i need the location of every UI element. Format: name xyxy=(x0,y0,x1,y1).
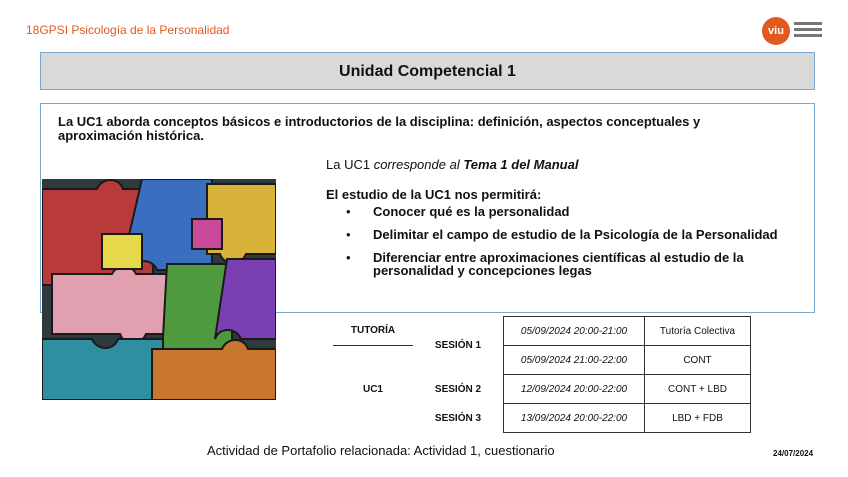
section-banner: Unidad Competencial 1 xyxy=(40,52,815,90)
study-heading: El estudio de la UC1 nos permitirá: xyxy=(326,187,542,202)
sesion-3-label: SESIÓN 3 xyxy=(434,412,482,424)
sesion-1-label: SESIÓN 1 xyxy=(434,340,482,351)
session-activity: LBD + FDB xyxy=(645,404,751,433)
objective-item: • Conocer qué es la personalidad xyxy=(346,204,570,219)
intro-text: La UC1 aborda conceptos básicos e introductorios de la disciplina: definición, aspectos conceptuales y aproximación histórica. xyxy=(58,114,701,143)
sesion-2-label: SESIÓN 2 xyxy=(434,383,482,395)
puzzle-image xyxy=(42,179,276,400)
session-date: 05/09/2024 20:00-21:00 xyxy=(504,317,645,346)
session-date: 13/09/2024 20:00-22:00 xyxy=(504,404,645,433)
objectives-list xyxy=(326,205,786,287)
manual-correspondence xyxy=(326,157,578,172)
correspondence-prefix: La UC1 xyxy=(326,157,374,172)
logo-mark: viu xyxy=(762,17,790,45)
course-title: 18GPSI Psicología de la Personalidad xyxy=(26,23,230,37)
session-activity: Tutoría Colectiva xyxy=(645,317,751,346)
correspondence-italic: corresponde al xyxy=(373,157,464,172)
university-logo xyxy=(762,17,822,47)
session-activity: CONT + LBD xyxy=(645,375,751,404)
session-date: 12/09/2024 20:00-22:00 xyxy=(504,375,645,404)
objective-item: • Delimitar el campo de estudio de la Psicología de la Personalidad xyxy=(346,227,778,242)
session-schedule-table xyxy=(333,316,751,433)
slide-date: 24/07/2024 xyxy=(773,449,814,458)
tutoria-label: TUTORÍA xyxy=(333,317,413,346)
logo-text-lines xyxy=(794,22,822,40)
objective-item: • Diferenciar entre aproximaciones científicas al estudio de la personalidad y concepciones legas xyxy=(346,250,744,278)
session-activity: CONT xyxy=(645,346,751,375)
uc-label: UC1 xyxy=(362,383,383,395)
correspondence-bold: Tema 1 del Manual xyxy=(463,157,579,172)
session-date: 05/09/2024 21:00-22:00 xyxy=(504,346,645,375)
portfolio-activity: Actividad de Portafolio relacionada: Actividad 1, cuestionario xyxy=(207,443,555,458)
